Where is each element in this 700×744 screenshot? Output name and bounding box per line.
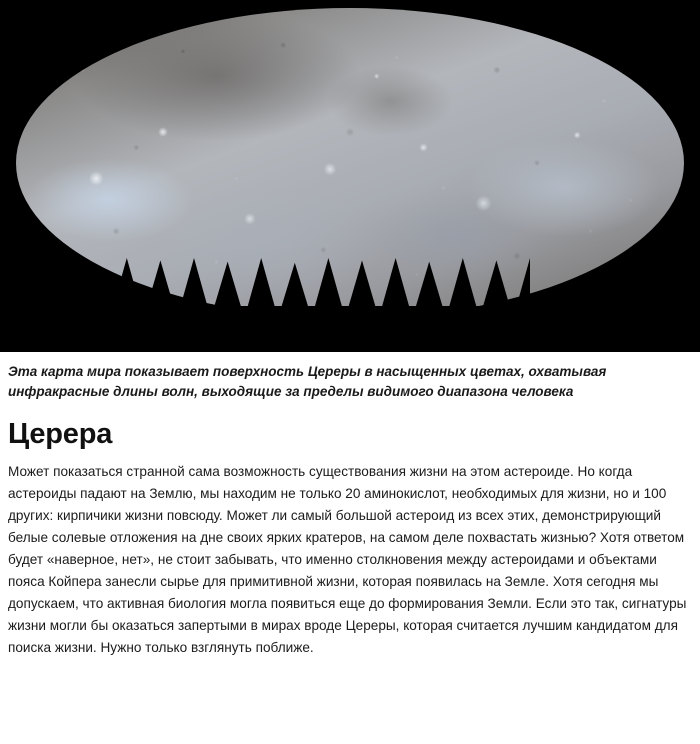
article-body-container — [0, 405, 700, 667]
map-bottom-mask — [110, 306, 530, 322]
page-title: Церера — [8, 418, 113, 451]
figure-caption: Эта карта мира показывает поверхность Цереры в насыщенных цветах, охватывая инфракрасные длины волн, выходящие за пределы видимого диапазона человека — [8, 364, 607, 399]
figure-ceres-map — [0, 0, 700, 352]
article-paragraph: Может показаться странной сама возможность существования жизни на этом астероиде. Но когда астероиды падают на Землю, мы находим не только 20 аминокислот, необходимых для жизни, но и 100 других: кирпичики жизни повсюду. Может ли самый большой астероид из всех этих, демонстрирующий белые солевые отложения на дне своих ярких кратеров, на самом деле похвастать жизнью? Хотя ответом будет «наверное, нет», не стоит забывать, что именно столкновения между астероидами и объектами пояса Койпера занесли сырье для примитивной жизни, которая появилась на Земле. Хотя сегодня мы допускаем, что активная биология могла появиться еще до формирования Земли. Если это так, сигнатуры жизни могли бы оказаться запертыми в мирах вроде Цереры, которая считается лучшим кандидатом для поиска жизни. Нужно только взглянуть поближе. — [8, 464, 687, 656]
map-container — [0, 0, 700, 352]
crater-texture-overlay — [16, 8, 684, 318]
